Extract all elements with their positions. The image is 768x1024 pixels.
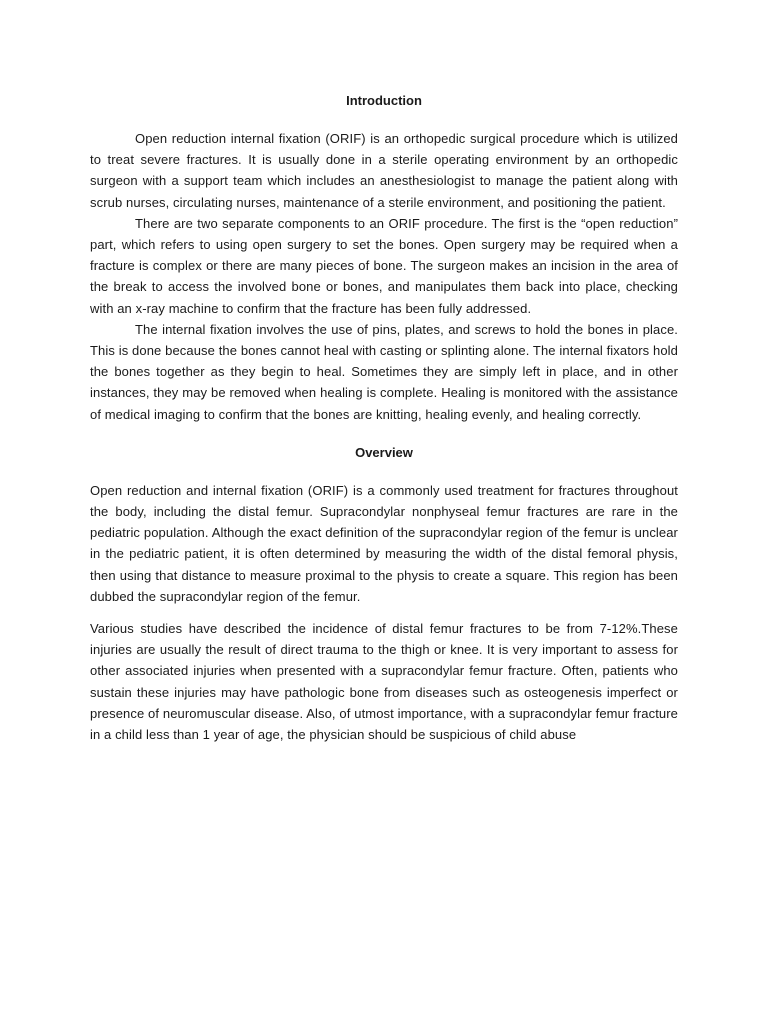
introduction-paragraph-1: Open reduction internal fixation (ORIF) is an orthopedic surgical procedure which is utilized to treat severe fractures. It is usually done in a sterile operating environment by an orthopedic surgeon with a support team which includes an anesthesiologist to manage the patient along with scrub nurses, circulating nurses, maintenance of a sterile environment, and positioning the patient. bbox=[90, 131, 678, 210]
introduction-paragraph-3: The internal fixation involves the use of pins, plates, and screws to hold the bones in place. This is done because the bones cannot heal with casting or splinting alone. The internal fixators hold the bones together as they begin to heal. Sometimes they are simply left in place, and in other instances, they may be removed when healing is complete. Healing is monitored with the assistance of medical imaging to confirm that the bones are knitting, healing evenly, and healing correctly. bbox=[90, 321, 678, 422]
introduction-heading: Introduction bbox=[346, 93, 422, 108]
overview-paragraph-1: Open reduction and internal fixation (ORIF) is a commonly used treatment for fractures throughout the body, including the distal femur. Supracondylar nonphyseal femur fractures are rare in the pediatric population. Although the exact definition of the supracondylar region of the femur is unclear in the pediatric patient, it is often determined by measuring the width of the distal femoral physis, then using that distance to measure proximal to the physis to create a square. This region has been dubbed the supracondylar region of the femur. bbox=[90, 482, 678, 604]
introduction-paragraph-2: There are two separate components to an ORIF procedure. The first is the “open reduction” part, which refers to using open surgery to set the bones. Open surgery may be required when a fracture is complex or there are many pieces of bone. The surgeon makes an incision in the area of the break to access the involved bone or bones, and manipulates them back into place, checking with an x-ray machine to confirm that the fracture has been fully addressed. bbox=[90, 215, 678, 316]
overview-heading: Overview bbox=[355, 444, 413, 460]
document-page bbox=[90, 90, 678, 745]
overview-paragraph-2: Various studies have described the incidence of distal femur fractures to be from 7-12%.These injuries are usually the result of direct trauma to the thigh or knee. It is very important to assess for other associated injuries when presented with a supracondylar femur fracture. Often, patients who sustain these injuries may have pathologic bone from diseases such as osteogenesis imperfect or presence of neuromuscular disease. Also, of utmost importance, with a supracondylar femur fracture in a child less than 1 year of age, the physician should be suspicious of child abuse bbox=[90, 621, 678, 743]
